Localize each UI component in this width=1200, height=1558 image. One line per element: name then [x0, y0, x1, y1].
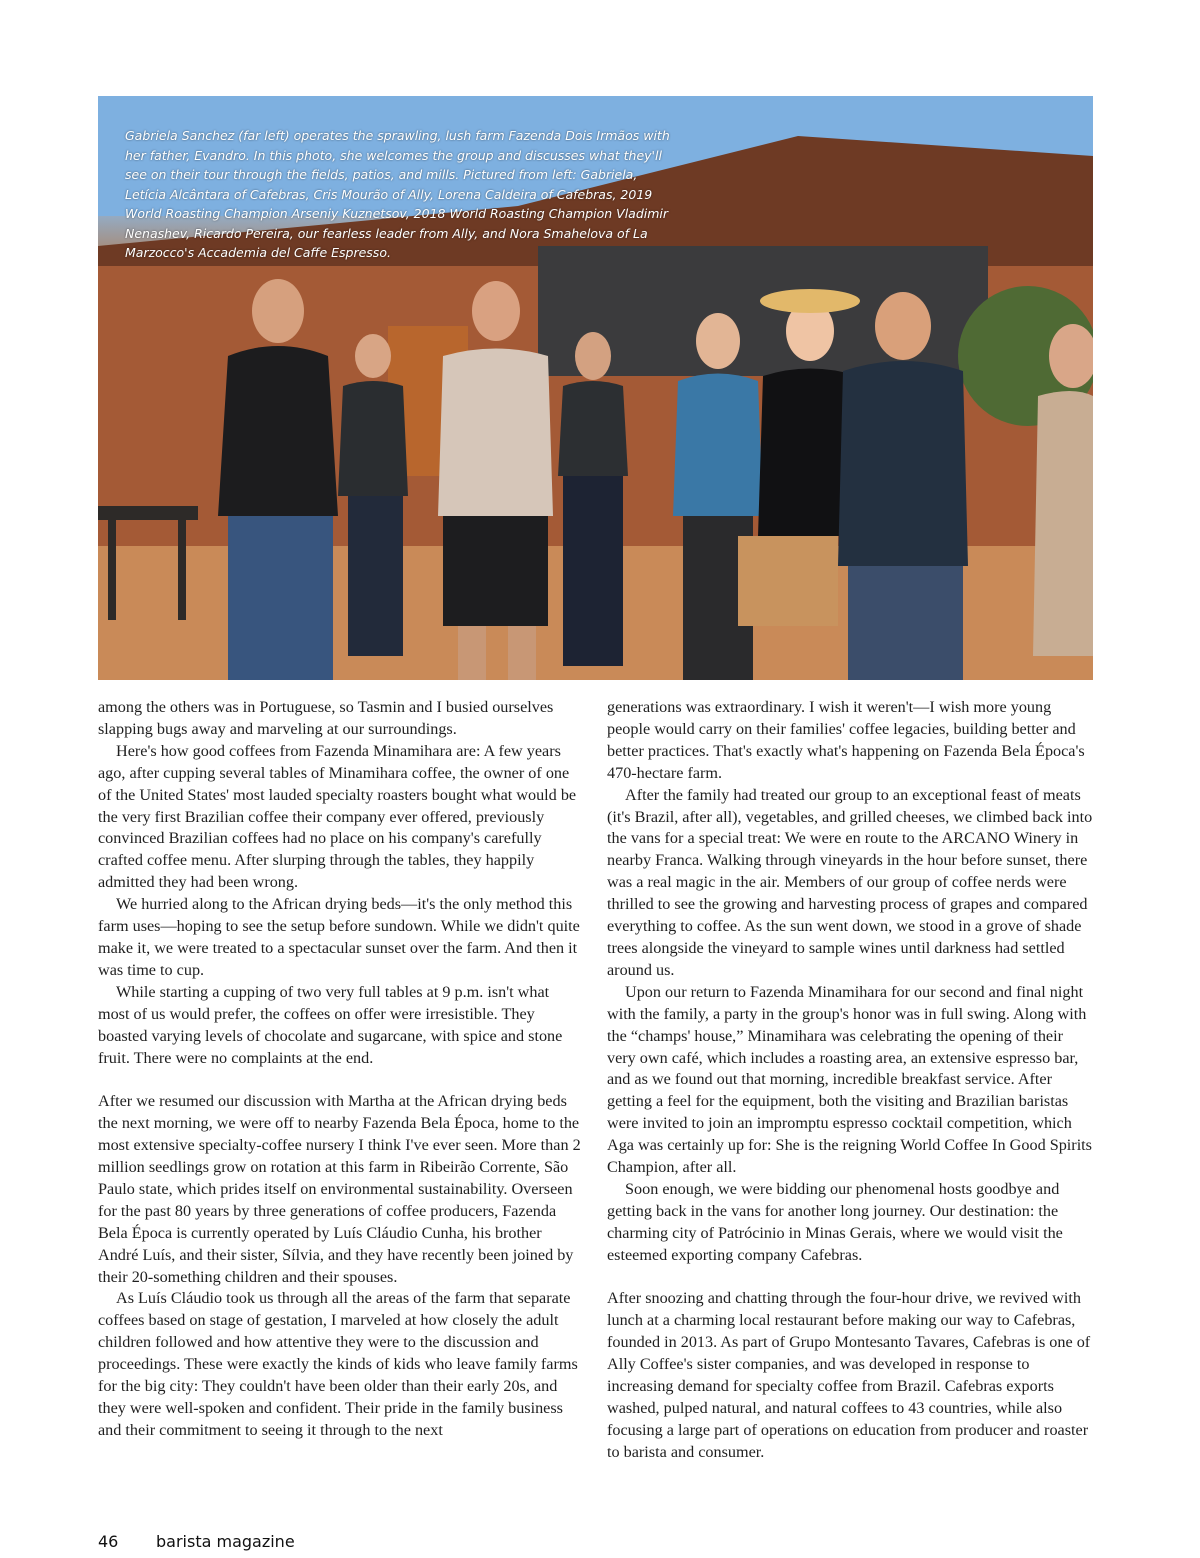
paragraph: After the family had treated our group to an exceptional feast of meats (it's Brazil, after all), vegetables, and grilled cheeses, we climbed back into the vans for a special treat: We were en route to the ARCANO Winery in nearby Franca. Walking through vineyards in the hour before sunset, there was a real magic in the air. Members of our group of coffee nerds were thrilled to see the growing and harvesting process of grapes and compared everything to coffee. As the sun went down, we stood in a grove of shade trees alongside the vineyard to sample wines until darkness had settled around us.	[607, 785, 1093, 979]
paragraph: As Luís Cláudio took us through all the areas of the farm that separate coffees based on stage of gestation, I marveled at how closely the adult children followed and how attentive they were to the discussion and proceedings. These were exactly the kinds of kids who leave family farms for the big city: They couldn't have been older than their early 20s, and they were well-spoken and confident. Their pride in the family business and their commitment to seeing it through to the next	[98, 1289, 578, 1439]
paragraph: Upon our return to Fazenda Minamihara for our second and final night with the family, a party in the group's honor was in full swing. Along with the “champs' house,” Minamihara was celebrating the opening of their very own café, which includes a roasting area, an extensive espresso bar, and as we found out that morning, incredible breakfast service. After getting a feel for the equipment, both the visiting and Brazilian baristas were invited to join an impromptu espresso cocktail competition, which Aga was certainly up for: She is the reigning World Coffee In Good Spirits Champion, after all.	[607, 982, 1092, 1177]
paragraph: among the others was in Portuguese, so Tasmin and I busied ourselves slapping bugs away and marveling at our surroundings.	[98, 698, 554, 738]
left-column	[98, 697, 584, 1442]
paragraph: Here's how good coffees from Fazenda Minamihara are: A few years ago, after cupping several tables of Minamihara coffee, the owner of one of the United States' most lauded specialty roasters bought what would be the very first Brazilian coffee their company ever offered, previously convinced Brazilian coffees had no place on his company's carefully crafted coffee menu. After slurping through the tables, they happily admitted they had been wrong.	[98, 741, 577, 892]
right-column	[607, 697, 1093, 1464]
paragraph: Soon enough, we were bidding our phenomenal hosts goodbye and getting back in the vans for another long journey. Our destination: the charming city of Patrócinio in Minas Gerais, where we would visit the esteemed exporting company Cafebras.	[607, 1179, 1063, 1264]
page-number: 46	[98, 1532, 119, 1551]
paragraph: generations was extraordinary. I wish it weren't—I wish more young people would carry on their families' coffee legacies, building better and better practices. That's exactly what's happening on Fazenda Bela Época's 470-hectare farm.	[607, 698, 1085, 782]
group-photo	[98, 96, 1093, 680]
paragraph: We hurried along to the African drying beds—it's the only method this farm uses—hoping to see the setup before sundown. While we didn't quite make it, we were treated to a spectacular sunset over the farm. And then it was time to cup.	[98, 895, 580, 979]
paragraph: After we resumed our discussion with Martha at the African drying beds the next morning, we were off to nearby Fazenda Bela Época, home to the most extensive specialty-coffee nursery I think I've ever seen. More than 2 million seedlings grow on rotation at this farm in Ribeirão Corrente, São Paulo state, which prides itself on environmental sustainability. Overseen for the past 80 years by three generations of coffee producers, Fazenda Bela Época is currently operated by Luís Cláudio Cunha, his brother André Luís, and their sister, Sílvia, and they have recently been joined by their 20-something children and their spouses.	[98, 1092, 581, 1286]
paragraph: While starting a cupping of two very full tables at 9 p.m. isn't what most of us would prefer, the coffees on offer were irresistible. They boasted varying levels of chocolate and sugarcane, with spice and stone fruit. There were no complaints at the end.	[98, 982, 563, 1067]
paragraph: After snoozing and chatting through the four-hour drive, we revived with lunch at a charming local restaurant before making our way to Cafebras, founded in 2013. As part of Grupo Montesanto Tavares, Cafebras is one of Ally Coffee's sister companies, and was developed in response to increasing demand for specialty coffee from Brazil. Cafebras exports washed, pulped natural, and natural coffees to 43 countries, while also focusing a large part of operations on education from producer and roaster to barista and consumer.	[607, 1289, 1091, 1461]
photo-caption: Gabriela Sanchez (far left) operates the sprawling, lush farm Fazenda Dois Irmãos with her father, Evandro. In this photo, she welcomes the group and discusses what they'll see on their tour through the fields, patios, and mills. Pictured from left: Gabriela, Letícia Alcântara of Cafebras, Cris Mourão of Ally, Lorena Caldeira of Cafebras, 2019 World Roasting Champion Arseniy Kuznetsov, 2018 World Roasting Champion Vladimir Nenashev, Ricardo Pereira, our fearless leader from Ally, and Nora Smahelova of La Marzocco's Accademia del Caffe Espresso.	[125, 128, 670, 260]
publication-name: barista magazine	[156, 1532, 295, 1551]
page-footer	[98, 1532, 295, 1551]
